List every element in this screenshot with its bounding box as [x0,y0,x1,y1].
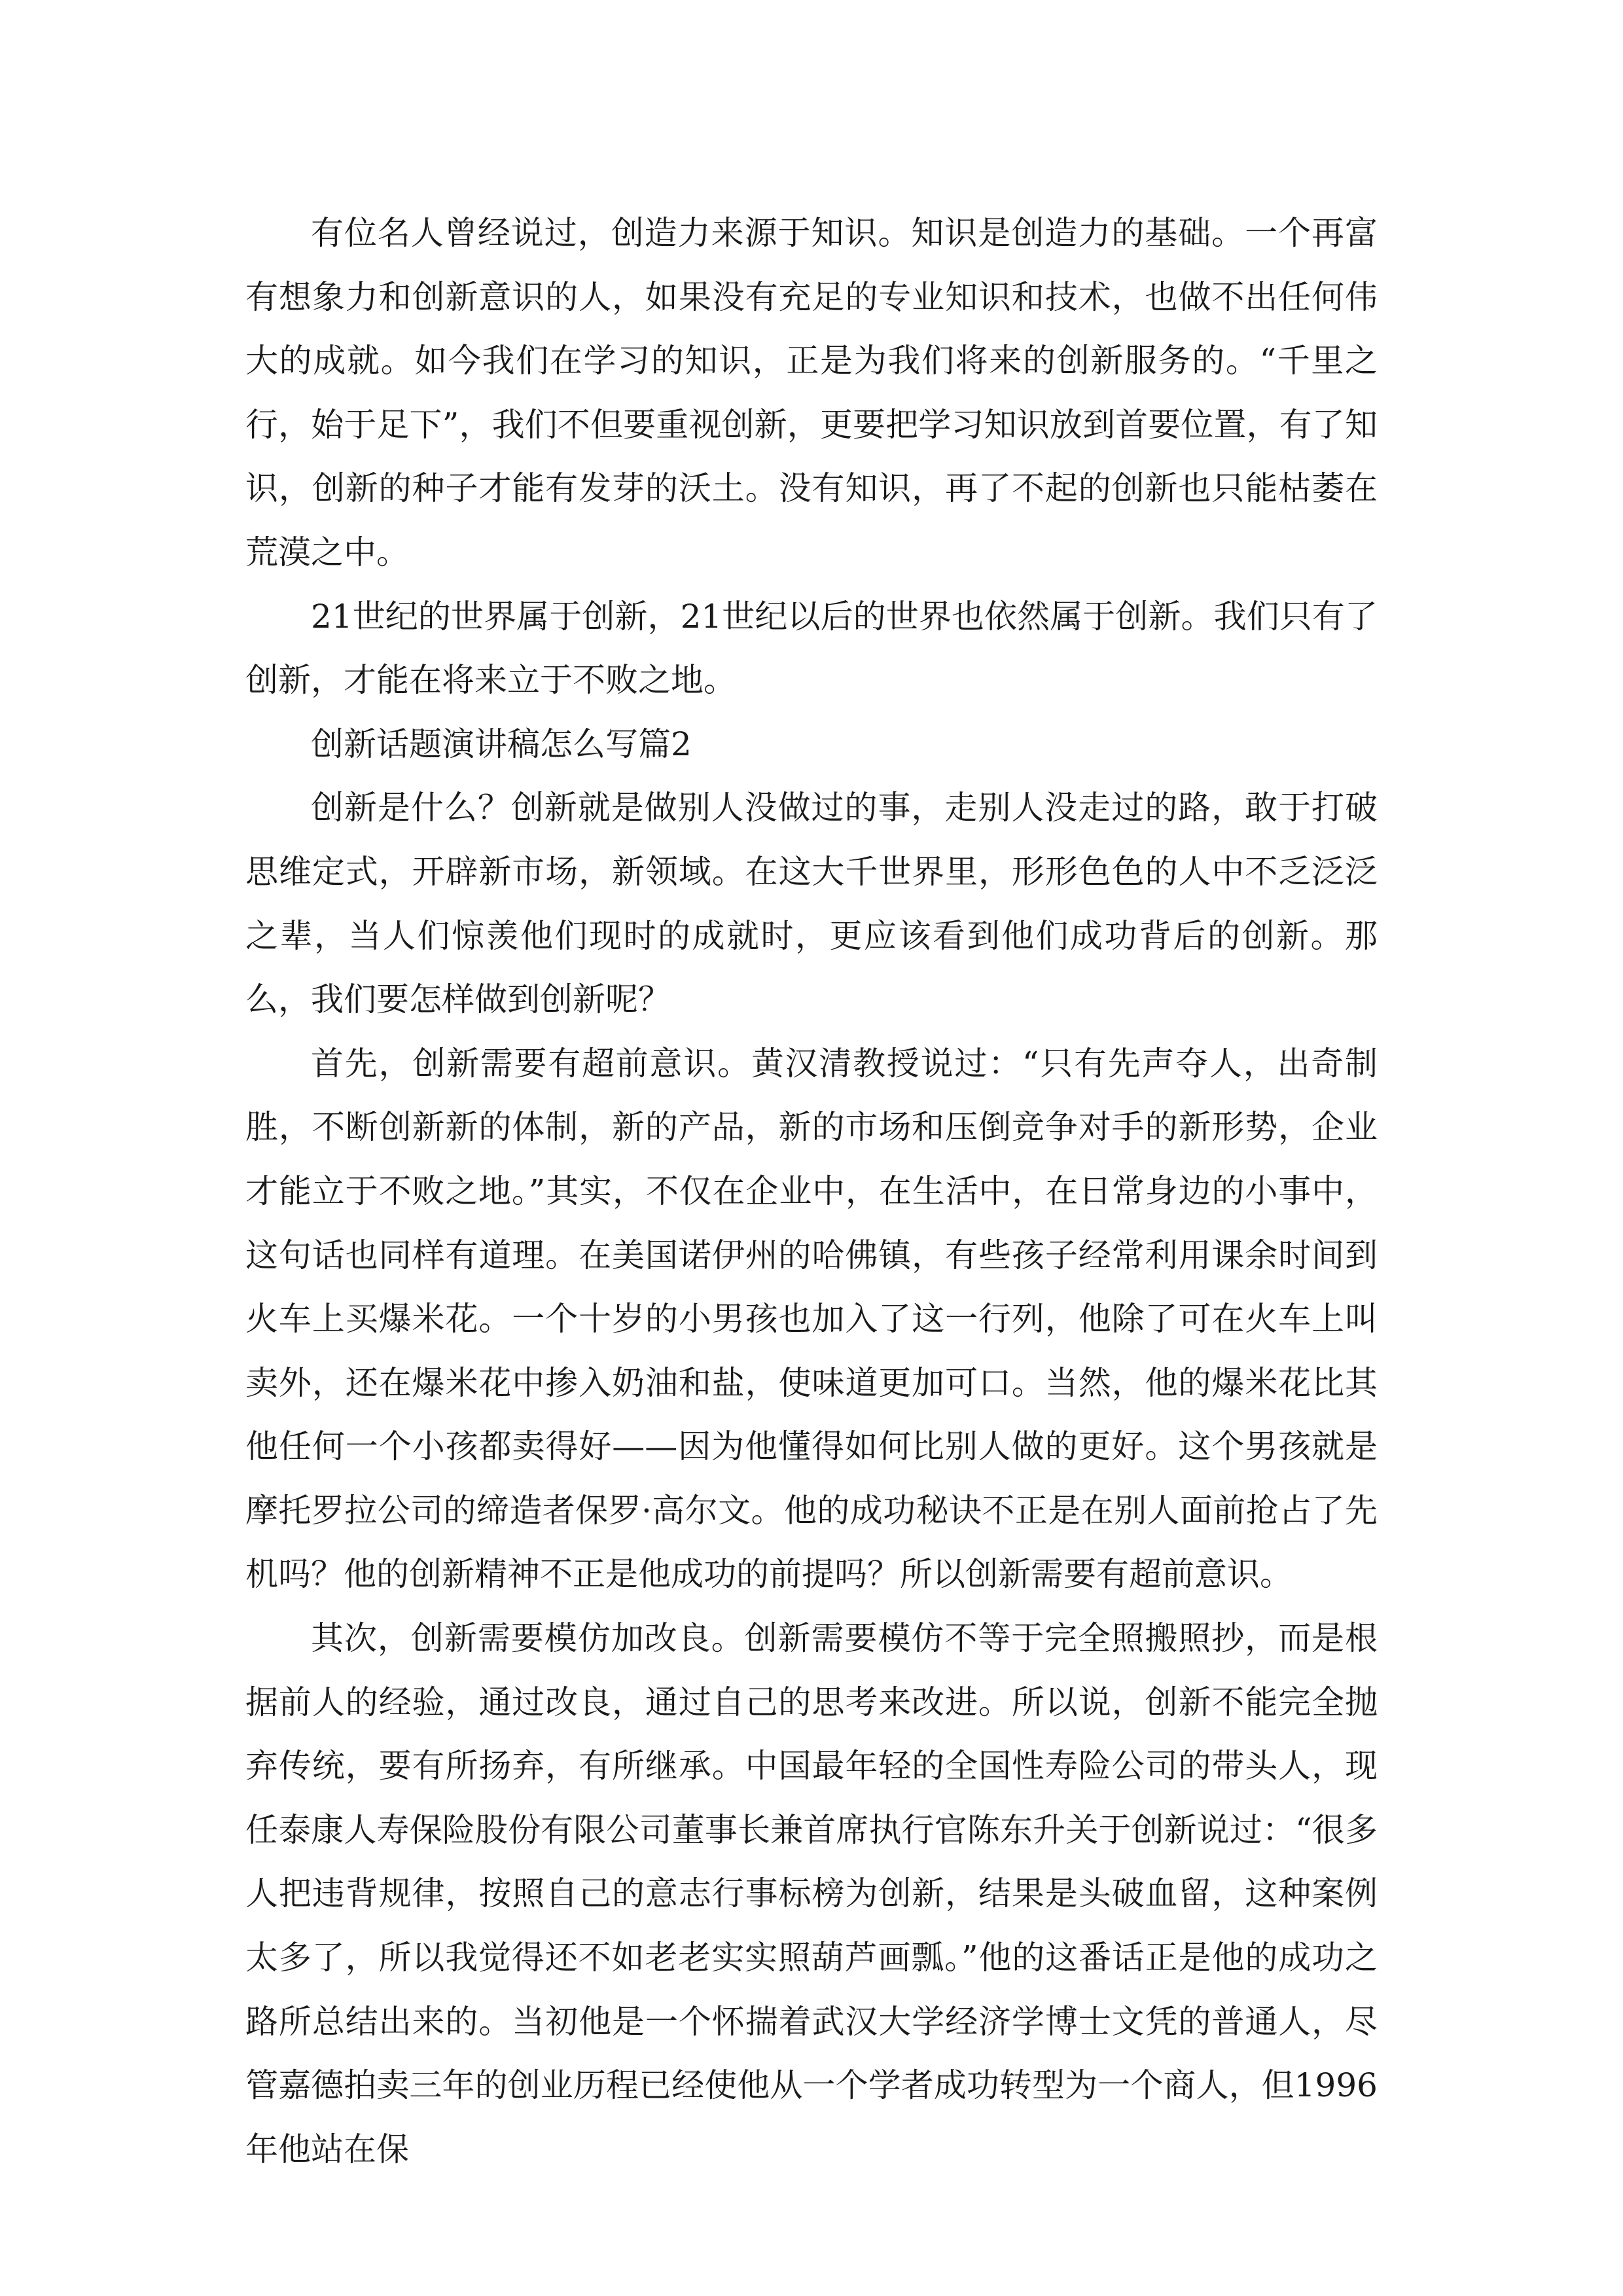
section-title: 创新话题演讲稿怎么写篇2 [311,725,692,763]
document-body [245,202,1378,2181]
paragraph-foresight: 首先，创新需要有超前意识。黄汉清教授说过：“只有先声夺人，出奇制胜，不断创新新的体制，新的产品，新的市场和压倒竞争对手的新形势，企业才能立于不败之地。”其实，不仅在企业中，在生活中，在日常身边的小事中，这句话也同样有道理。在美国诺伊州的哈佛镇，有些孩子经常利用课余时间到火车上买爆米花。一个十岁的小男孩也加入了这一行列，他除了可在火车上叫卖外，还在爆米花中掺入奶油和盐，使味道更加可口。当然，他的爆米花比其他任何一个小孩都卖得好——因为他懂得如何比别人做的更好。这个男孩就是摩托罗拉公司的缔造者保罗·高尔文。他的成功秘诀不正是在别人面前抢占了先机吗？他的创新精神不正是他成功的前提吗？所以创新需要有超前意识。 [245,1044,1378,1594]
paragraph-what-is-innovation: 创新是什么？创新就是做别人没做过的事，走别人没走过的路，敢于打破思维定式，开辟新市场，新领域。在这大千世界里，形形色色的人中不乏泛泛之辈，当人们惊羡他们现时的成就时，更应该看到他们成功背后的创新。那么，我们要怎样做到创新呢？ [245,789,1378,1019]
paragraph-imitation: 其次，创新需要模仿加改良。创新需要模仿不等于完全照搬照抄，而是根据前人的经验，通过改良，通过自己的思考来改进。所以说，创新不能完全抛弃传统，要有所扬弃，有所继承。中国最年轻的全国性寿险公司的带头人，现任泰康人寿保险股份有限公司董事长兼首席执行官陈东升关于创新说过：“很多人把违背规律，按照自己的意志行事标榜为创新，结果是头破血留，这种案例太多了，所以我觉得还不如老老实实照葫芦画瓢。”他的这番话正是他的成功之路所总结出来的。当初他是一个怀揣着武汉大学经济学博士文凭的普通人，尽管嘉德拍卖三年的创业历程已经使他从一个学者成功转型为一个商人，但1996年他站在保 [245,1619,1378,2168]
paragraph-21st-century: 21世纪的世界属于创新，21世纪以后的世界也依然属于创新。我们只有了创新，才能在将来立于不败之地。 [245,597,1378,700]
paragraph-knowledge: 有位名人曾经说过，创造力来源于知识。知识是创造力的基础。一个再富有想象力和创新意识的人，如果没有充足的专业知识和技术，也做不出任何伟大的成就。如今我们在学习的知识，正是为我们将来的创新服务的。“千里之行，始于足下”，我们不但要重视创新，更要把学习知识放到首要位置，有了知识，创新的种子才能有发芽的沃土。没有知识，再了不起的创新也只能枯萎在荒漠之中。 [245,214,1378,571]
